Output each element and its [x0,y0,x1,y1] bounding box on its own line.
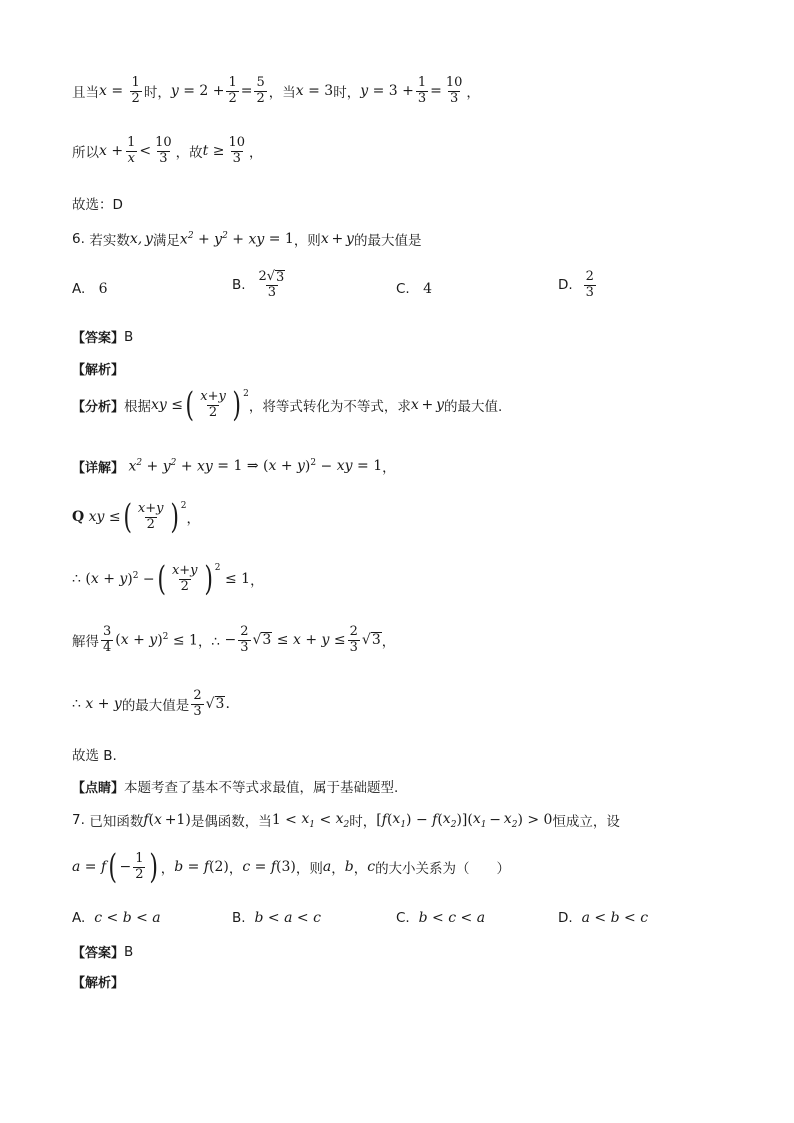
analysis-label: 【解析】 [72,976,125,991]
text: 本题考查了基本不等式求最值，属于基础题型. [124,780,399,796]
text: 时， [333,85,361,102]
text: ，当 [268,85,296,102]
q7-option-c: C. b < c < a [396,910,486,926]
text: ， [381,634,396,651]
therefore-symbol: ∴ [72,571,81,587]
analysis-line [72,359,124,378]
option-d: D. $\frac{2}{3}$ [558,269,594,300]
text: ， [466,85,480,102]
option-a [72,281,108,297]
fenxi-label: 【分析】 [72,399,125,415]
option-label: B. [232,277,246,294]
answer-choice-line: 故选：D [72,197,123,213]
answer-choice-line-2: 故选 B. [72,748,117,764]
jiede-line: 解得 $\frac{3}{4}$ ( x + y )$^2$ ≤ 1 ，∴ − $\frac{2}{3}$ √ 3 ≤ x + y ≤ $\frac{2}{3}$ √ 3 ， [72,624,396,655]
option-label: C. [396,910,410,926]
text: 的大小关系为（ ） [375,861,511,877]
because-line: Q xy ≤ ( $\frac{x+y}{2}$ ) $^2$ ， [72,497,200,537]
text: . [225,696,230,713]
text: ， [249,145,263,162]
text: 所以 [72,145,99,162]
answer-label: 【答案】 [72,331,125,346]
question-7: 7. 已知函数 f ( x +1) 是偶函数，当 1 < $x_1$ < $x_2$ 时， [ f ( $x_1$ ) − f ( $x_2$ )]( $x_1$ − $x_2$ ) > 0 恒成立，设 [72,810,620,830]
fraction: $\frac{1}{2}$ [131,75,140,106]
because-symbol: Q [72,509,85,525]
text: 根据 [124,399,152,415]
text: 的最大值是 [353,233,422,249]
option-label: C. [396,281,410,297]
option-label: A. [72,910,86,926]
xiangjie-label: 【详解】 [72,460,125,476]
answer-label: 【答案】 [72,946,125,961]
xiangjie-line: 【详解】 $x^2 + y^2$ + xy = 1 ⇒ ( x + y )$^2$ − xy = 1 ， [72,457,396,476]
text: ，故 [175,145,203,162]
option-b: B. 2√ 3 3 [232,269,285,300]
text: 满足 [152,233,180,249]
math: x [99,83,107,100]
q7-analysis-line [72,972,124,991]
answer-line [72,327,133,346]
dianjing-line [72,776,398,796]
max-line: ∴ x + y 的最大值是 $\frac{2}{3}$ √ 3 . [72,688,230,719]
question-7-cont: a = f ( − $\frac{1}{2}$ ) ， b = f (2) ， c = f (3) ，则 a ， b ， c 的大小关系为（ ） [72,847,511,887]
text: ， [228,861,243,877]
text: 的最大值. [444,399,503,415]
text: ，则 [293,233,321,249]
text: 是偶函数，当 [190,814,272,830]
q7-answer-line [72,942,133,961]
q7-option-d: D. a < b < c [558,910,649,926]
text: ， [382,460,396,476]
text: 解得 [72,634,99,651]
question-6: 6. 若实数 x, y 满足 $x^2 + y^2$ + xy = 1 ，则 x + y 的最大值是 [72,230,422,249]
analysis-label: 【解析】 [72,363,125,378]
solution-line-1: 且当 x = $\frac{1}{2}$ 时， y = 2 + $\frac{1}{2}$ = $\frac{5}{2}$ ，当 x = 3 时， y = 3 + $\frac{1}{3}$ = $\frac{10}{3}$ ， [72,75,480,106]
text: ，∴ [197,634,221,651]
option-label: A. [72,281,86,297]
answer-value: B [124,943,134,960]
text: ，将等式转化为不等式，求 [248,399,411,415]
option-c [396,281,432,297]
fenxi-line: 【分析】 根据 xy ≤ ( $\frac{x+y}{2}$ ) $^2$ ，将等式转化为不等式，求 x + y 的最大值. [72,385,503,425]
q7-option-b: B. b < a < c [232,910,321,926]
text: 时， [143,85,171,102]
text: 已知函数 [89,814,144,830]
q7-option-a: A. c < b < a [72,910,161,926]
text: ， [186,511,200,527]
option-label: D. [558,910,573,926]
text: 恒成立，设 [552,814,620,830]
text: ， [250,573,264,589]
question-number: 7. [72,812,85,828]
text: 若实数 [89,233,130,249]
text: ， [160,861,175,877]
option-value: 6 [98,281,108,297]
text: ，则 [295,861,323,877]
solution-line-2: 所以 x + $\frac{1}{x}$ < $\frac{10}{3}$ ，故 t ≥ $\frac{10}{3}$ ， [72,135,263,166]
option-label: B. [232,910,246,926]
therefore-symbol: ∴ [72,696,81,713]
question-number: 6. [72,231,85,247]
text: 且当 [72,85,99,102]
option-label: D. [558,277,573,294]
option-value: 4 [423,281,432,297]
text: 时， [349,814,377,830]
answer-value: B [124,328,134,345]
dianjing-label: 【点睛】 [72,780,125,796]
therefore-line-1: ∴ ( x + y )$^2$ − ( $\frac{x+y}{2}$ ) $^2$ ≤ 1 ， [72,559,264,599]
text: 的最大值是 [121,698,190,715]
